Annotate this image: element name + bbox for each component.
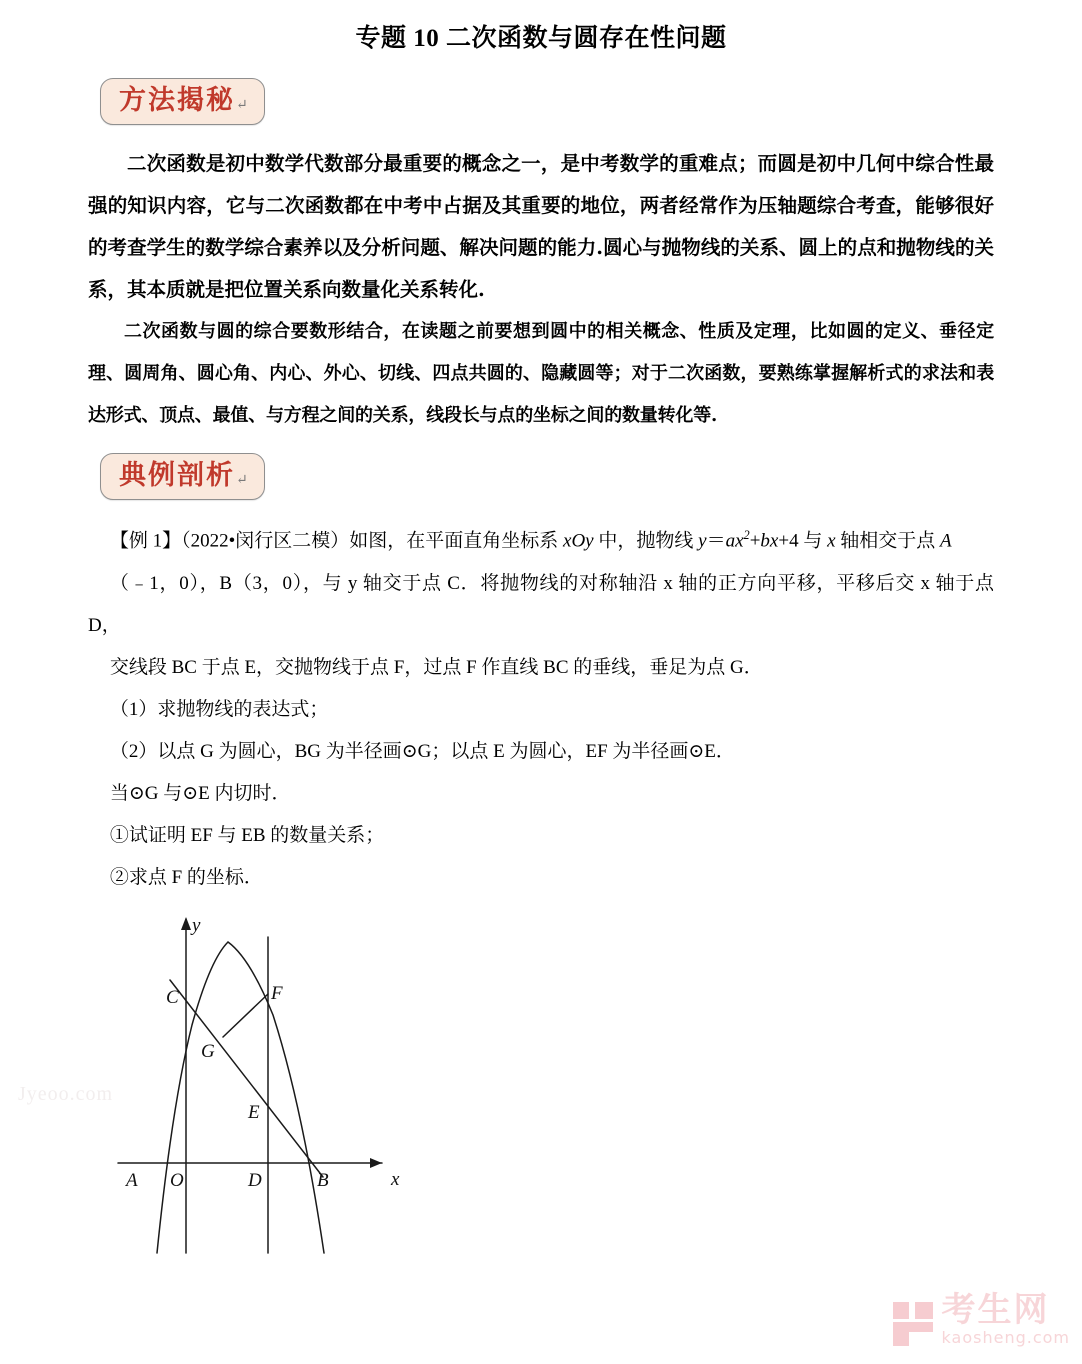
section-badge-method-wrap (0, 78, 1082, 125)
equation-plus: + (749, 530, 761, 552)
example-stem-lead: 如图，在平面直角坐标系 (349, 530, 564, 552)
figure-watermark: Jyeoo.com (18, 1082, 114, 1105)
page-title: 专题 10 二次函数与圆存在性问题 (355, 25, 727, 52)
example-stem-line-3: 交线段 BC 于点 E，交抛物线于点 F，过点 F 作直线 BC 的垂线，垂足为点 G． (109, 656, 763, 678)
equation-y: y (698, 530, 707, 552)
point-A-reference: A (940, 530, 952, 552)
figure-label-A: A (126, 1169, 138, 1191)
example-question-4: ①试证明 EF 与 EB 的数量关系； (109, 824, 385, 846)
figure-label-B: B (317, 1169, 329, 1191)
paragraph-mark-icon: ↵ (236, 97, 248, 113)
figure-label-O: O (170, 1169, 184, 1191)
example-source: （2022•闵行区二模） (181, 530, 350, 552)
figure-svg (110, 905, 410, 1255)
example-label: 【例 1】 (109, 530, 182, 552)
equation-exponent: 2 (743, 528, 750, 543)
logo-mark-icon (893, 1302, 933, 1346)
logo-name-en: kaosheng.com (941, 1328, 1070, 1347)
figure-label-E: E (248, 1101, 260, 1123)
figure-label-x: x (391, 1168, 400, 1190)
segment-FG (223, 994, 268, 1037)
section-badge-method-label: 方法揭秘 (119, 85, 235, 116)
section-badge-example-label: 典例剖析 (119, 460, 235, 492)
example-question-3: 当⊙G 与⊙E 内切时． (109, 782, 291, 804)
parabola-curve (157, 942, 324, 1253)
method-body (0, 143, 1082, 437)
example-stem-line-2: （﹣1，0），B（3，0），与 y 轴交于点 C．将抛物线的对称轴沿 x 轴的正方向平移，平移后交 x 轴于点 D， (88, 572, 994, 636)
example-question-1: （1）求抛物线的表达式； (109, 698, 329, 720)
equation-variable-x: x (735, 530, 744, 552)
equation-constant: +4 (778, 530, 799, 552)
figure-label-G: G (201, 1040, 215, 1062)
line-BC (170, 980, 323, 1177)
figure-parabola-circle (0, 905, 1082, 1255)
example-stem-mid-1: 中，抛物线 (593, 530, 699, 552)
axis-x-reference: x (827, 530, 836, 552)
equation-equals: ＝ (706, 530, 726, 552)
example-question-5: ②求点 F 的坐标． (109, 866, 263, 888)
example-body (0, 514, 1082, 898)
section-badge-example-wrap (0, 453, 1082, 500)
example-stem-line-1 (88, 514, 994, 562)
example-stem-mid-2: 与 (798, 530, 828, 552)
y-axis-arrow-icon (181, 917, 191, 930)
figure-label-C: C (166, 986, 179, 1008)
paragraph-mark-icon: ↵ (236, 472, 248, 489)
figure-label-F: F (271, 982, 283, 1004)
figure-label-y: y (192, 914, 201, 936)
equation-coefficient-b: b (760, 530, 770, 552)
equation-variable-x2: x (769, 530, 779, 552)
x-axis-arrow-icon (370, 1158, 382, 1168)
figure-label-D: D (248, 1169, 262, 1191)
coordinate-system: xOy (563, 530, 594, 552)
equation-coefficient-a: a (725, 530, 736, 552)
logo-text (941, 1290, 1070, 1347)
section-badge-method (100, 78, 265, 125)
example-stem-mid-3: 轴相交于点 (835, 530, 941, 552)
site-logo (893, 1290, 1070, 1347)
method-paragraph-2: 二次函数与圆的综合要数形结合，在读题之前要想到圆中的相关概念、性质及定理，比如圆的定义、垂径定理、圆周角、圆心角、内心、外心、切线、四点共圆的、隐藏圆等；对于二次函数，要熟练掌握解析式的求法和表达形式、顶点、最值、与方程之间的关系，线段长与点的坐标之间的数量转化等. (88, 321, 994, 427)
logo-name-cn: 考生网 (941, 1290, 1050, 1330)
example-question-2: （2）以点 G 为圆心，BG 为半径画⊙G；以点 E 为圆心，EF 为半径画⊙E． (109, 740, 735, 762)
method-paragraph-1: 二次函数是初中数学代数部分最重要的概念之一，是中考数学的重难点；而圆是初中几何中综合性最强的知识内容，它与二次函数都在中考中占据及其重要的地位，两者经常作为压轴题综合考查，能够很好的考查学生的数学综合素养以及分析问题、解决问题的能力.圆心与抛物线的关系、圆上的点和抛物线的关系，其本质就是把位置关系向数量化关系转化. (88, 152, 994, 302)
section-badge-example (100, 453, 265, 500)
